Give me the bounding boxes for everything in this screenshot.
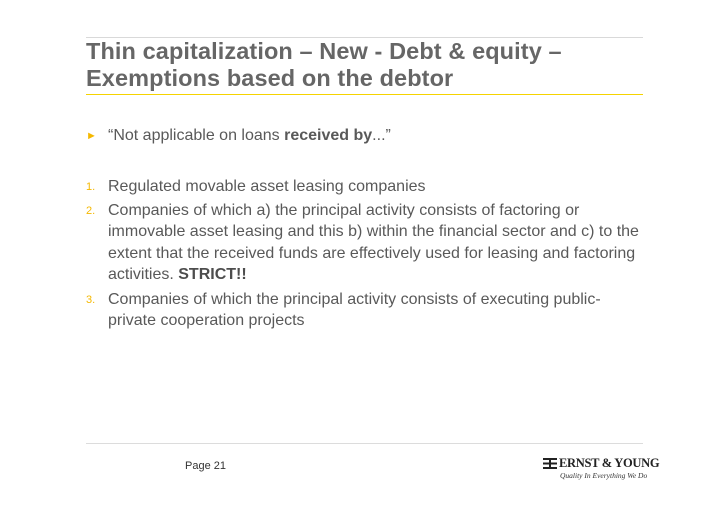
list-number: 2. [86, 204, 96, 217]
list-number: 3. [86, 293, 96, 306]
logo-wordmark: ERNST & YOUNG [559, 456, 660, 470]
ey-logo-mark-icon [543, 458, 557, 469]
list-item [86, 289, 648, 332]
list-number: 1. [86, 181, 96, 193]
list-item-text: Regulated movable asset leasing companies [108, 178, 426, 195]
intro-text [108, 127, 391, 145]
footer-divider [86, 443, 643, 444]
exemption-list [86, 176, 648, 332]
intro-text-prefix: “Not applicable on loans [108, 127, 285, 144]
ernst-young-logo [540, 456, 660, 484]
intro-text-suffix: ...” [372, 127, 391, 144]
title-underline [86, 94, 643, 95]
list-item-text-main: Companies of which a) the principal activity consists of factoring or immovable asset leasing and this b) within the financial sector and c) to the extent that the received funds are effectively used for leasing and factoring activities. [108, 201, 639, 283]
list-item [86, 176, 648, 198]
list-item [86, 200, 648, 286]
triangle-bullet-icon: ► [86, 130, 97, 142]
logo-tagline: Quality In Everything We Do [560, 471, 648, 480]
list-item-text [108, 200, 648, 286]
strict-emphasis: STRICT!! [178, 266, 247, 283]
slide-title: Thin capitalization – New - Debt & equity – Exemptions based on the debtor [86, 38, 562, 91]
page-number: Page 21 [185, 460, 226, 472]
intro-text-bold: received by [284, 127, 373, 144]
list-item-text: Companies of which the principal activity consists of executing public-private cooperation projects [108, 290, 601, 329]
